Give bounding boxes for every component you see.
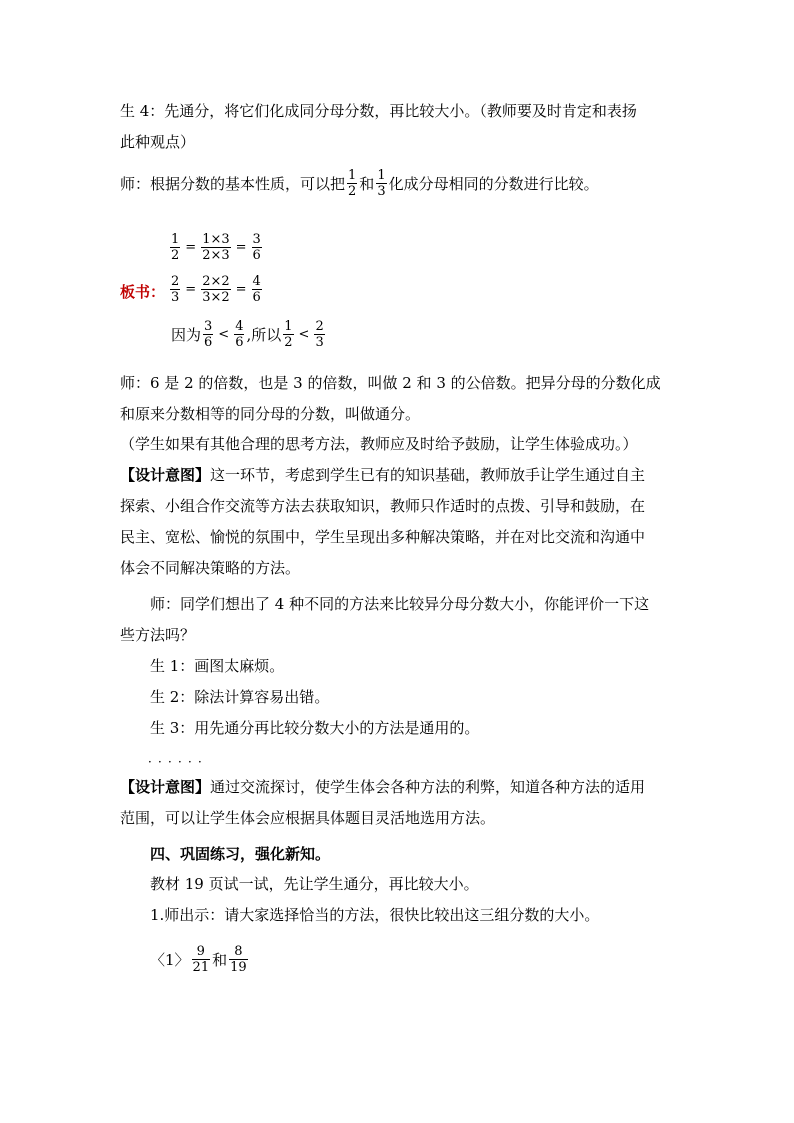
question-1-and: 和 [212,950,228,969]
para-common-multiple-line1: 师：6 是 2 的倍数，也是 3 的倍数，叫做 2 和 3 的公倍数。把异分母的分数化成 [120,374,661,392]
design-intent-1-line3: 民主、宽松、愉悦的氛围中，学生呈现出多种解决策略，并在对比交流和沟通中 [120,528,646,546]
fraction-one-third: $\frac{1}{3}$ [377,168,386,199]
student-2: 生 2：除法计算容易出错。 [150,688,330,706]
ellipsis-dots: ．．．．．． [148,751,215,765]
board-equation-3: 因为 $\frac{3}{6}$ < $\frac{4}{6}$ ,所以 $\frac{1}{2}$ < $\frac{2}{3}$ [171,319,324,350]
question-1 [150,944,250,975]
para-teacher-post: 化成分母相同的分数进行比较。 [388,174,599,193]
fraction-8-19: $\frac{8}{19}$ [230,944,247,975]
fraction-9-21: $\frac{9}{21}$ [192,944,210,975]
para-teacher-basic-property [120,168,599,199]
textbook-exercise: 教材 19 页试一试，先让学生通分，再比较大小。 [150,875,479,893]
exercise-item-1: 1.师出示：请大家选择恰当的方法，很快比较出这三组分数的大小。 [150,906,600,924]
question-1-label: 〈1〉 [150,950,190,969]
para-evaluate-line2: 些方法吗？ [120,626,196,644]
design-intent-1-line1: 【设计意图】这一环节，考虑到学生已有的知识基础，教师放手让学生通过自主 [120,466,646,484]
board-equation-2: $\frac{2}{3}$ = $\frac{2\times 2}{3\times 2}$ = $\frac{4}{6}$ [171,274,261,305]
student-1: 生 1：画图太麻烦。 [150,657,285,675]
para-teacher-pre: 师：根据分数的基本性质，可以把 [120,174,346,193]
board-label: 板书： [120,283,166,301]
para-teacher-mid: 和 [359,174,375,193]
design-intent-1-line2: 探索、小组合作交流等方法去获取知识，教师只作适时的点拨、引导和鼓励，在 [120,497,646,515]
para-student4-line2: 此种观点） [120,133,196,151]
para-student4-line1: 生 4：先通分，将它们化成同分母分数，再比较大小。（教师要及时肯定和表扬 [120,102,637,120]
design-intent-1-line4: 体会不同解决策略的方法。 [120,559,301,577]
student-3: 生 3：用先通分再比较分数大小的方法是通用的。 [150,719,480,737]
design-intent-2-line2: 范围，可以让学生体会应根据具体题目灵活地选用方法。 [120,809,496,827]
para-evaluate-line1: 师：同学们想出了 4 种不同的方法来比较异分母分数大小，你能评价一下这 [150,595,650,613]
design-intent-label: 【设计意图】 [120,466,211,484]
para-encourage: （学生如果有其他合理的思考方法，教师应及时给予鼓励，让学生体验成功。） [120,435,638,453]
fraction-one-half: $\frac{1}{2}$ [348,168,357,199]
para-common-multiple-line2: 和原来分数相等的同分母的分数，叫做通分。 [120,405,421,423]
section-heading-4: 四、巩固练习，强化新知。 [150,845,331,863]
board-equation-1: $\frac{1}{2}$ = $\frac{1\times 3}{2\times 3}$ = $\frac{3}{6}$ [171,232,261,263]
design-intent-label: 【设计意图】 [120,778,211,796]
design-intent-2-line1: 【设计意图】通过交流探讨，使学生体会各种方法的利弊，知道各种方法的适用 [120,778,646,796]
